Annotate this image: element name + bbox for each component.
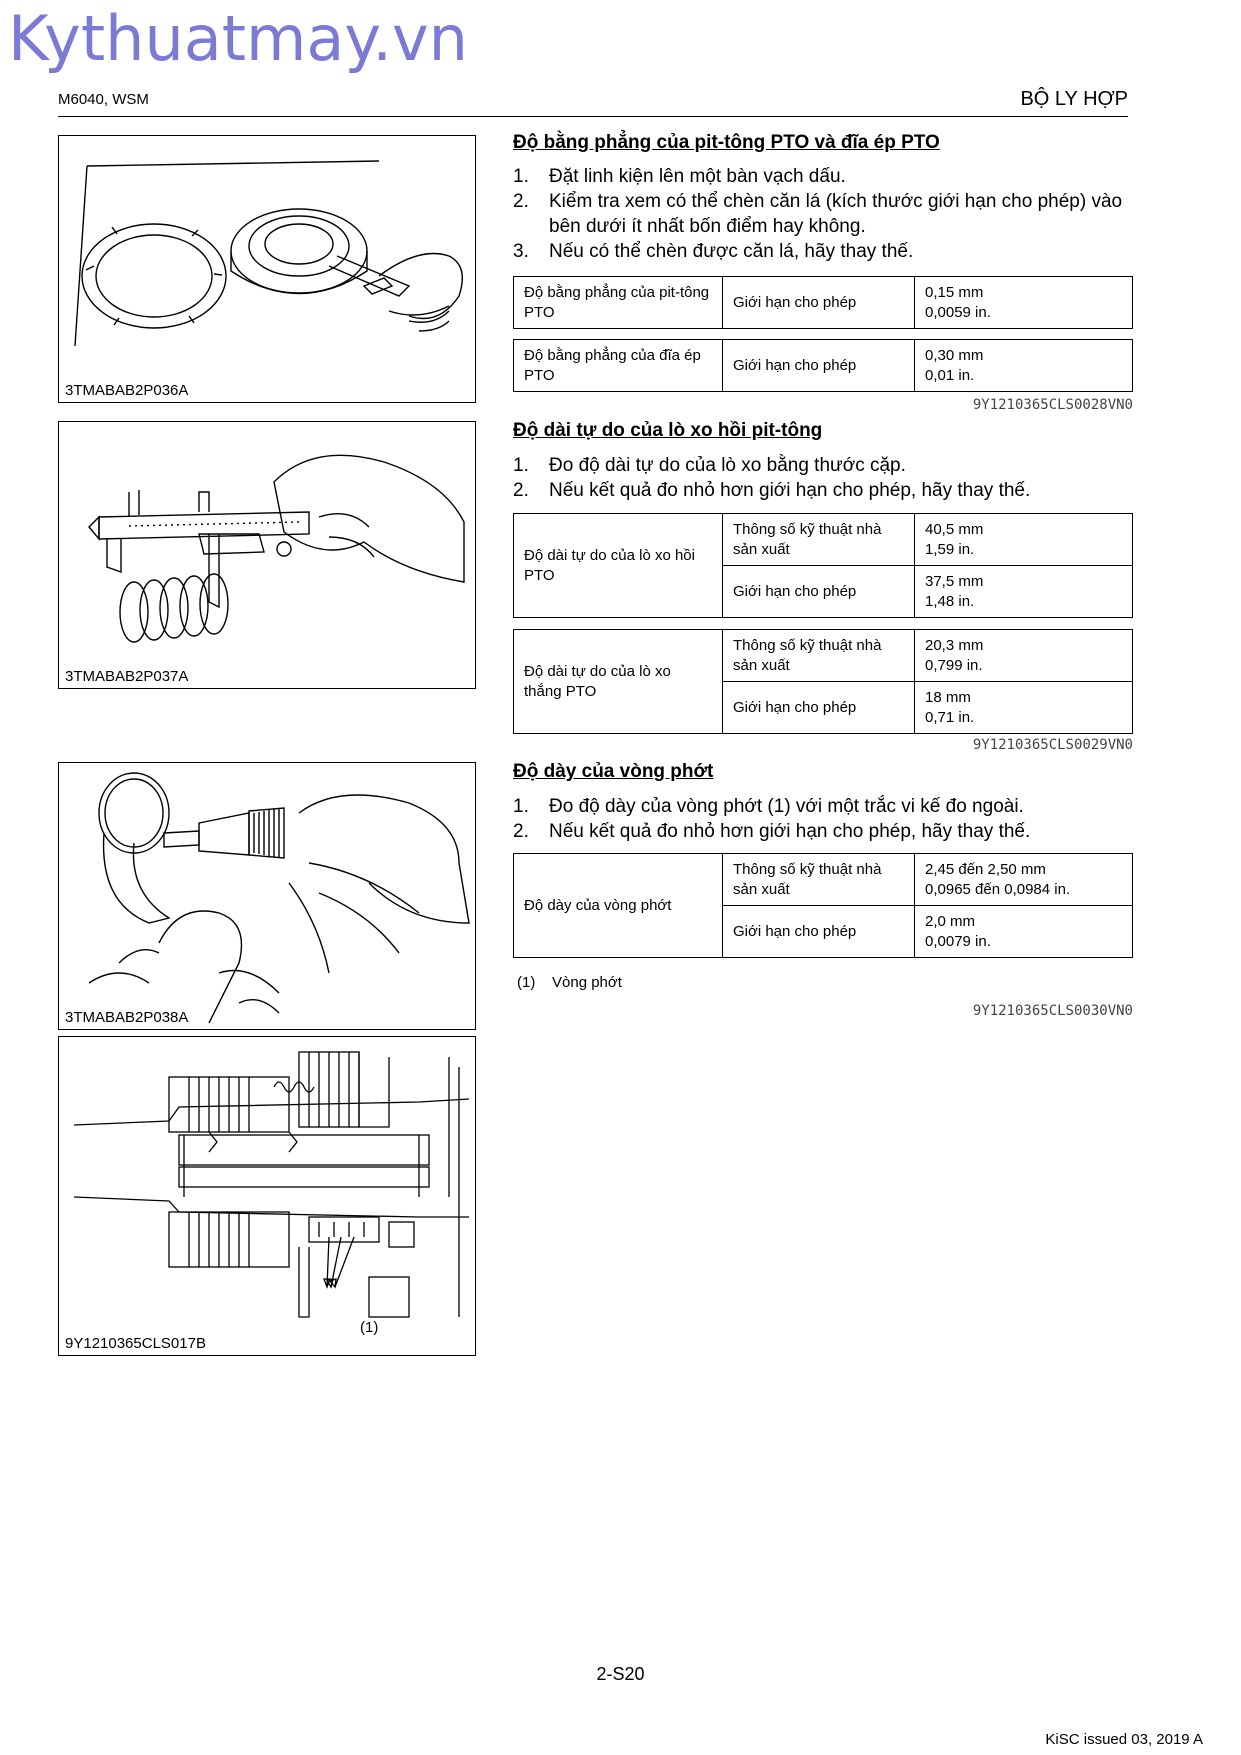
spec-label: Thông số kỹ thuật nhà sản xuất bbox=[723, 854, 915, 906]
reference-code: 9Y1210365CLS0030VN0 bbox=[972, 1003, 1133, 1019]
spec-table-seal-ring bbox=[513, 853, 1133, 958]
section1-steps bbox=[513, 164, 1143, 264]
spec-value: 0,15 mm 0,0059 in. bbox=[915, 277, 1133, 329]
spec-item: Độ dài tự do của lò xo hồi PTO bbox=[514, 514, 723, 618]
spec-value: 2,45 đến 2,50 mm 0,0965 đến 0,0984 in. bbox=[915, 854, 1133, 906]
figure-callout-1: (1) bbox=[360, 1319, 379, 1336]
header-chapter-title: BỘ LY HỢP bbox=[1020, 88, 1128, 110]
spec-item: Độ dài tự do của lò xo thắng PTO bbox=[514, 630, 723, 734]
legend-number: (1) bbox=[517, 974, 536, 991]
section-title-spring-length: Độ dài tự do của lò xo hồi pit-tông bbox=[513, 420, 823, 441]
figure-seal-ring-micrometer bbox=[58, 762, 476, 1030]
section-title-flatness: Độ bằng phẳng của pit-tông PTO và đĩa ép PTO bbox=[513, 132, 940, 153]
legend-note bbox=[517, 974, 622, 991]
page-number: 2-S20 bbox=[596, 1664, 645, 1684]
figure-spring-caliper bbox=[58, 421, 476, 689]
list-item: 3. Nếu có thể chèn được căn lá, hãy thay thế. bbox=[513, 241, 914, 262]
figure-caption: 3TMABAB2P038A bbox=[65, 1009, 189, 1026]
feeler-gauge-illustration bbox=[59, 136, 475, 402]
figure-clutch-cross-section bbox=[58, 1036, 476, 1356]
reference-code: 9Y1210365CLS0028VN0 bbox=[972, 397, 1133, 413]
list-item: 2. Nếu kết quả đo nhỏ hơn giới hạn cho phép, hãy thay thế. bbox=[513, 821, 1031, 842]
spec-value: 0,30 mm 0,01 in. bbox=[915, 340, 1133, 392]
spec-table-brake-spring bbox=[513, 629, 1133, 734]
spec-table-plate-flatness bbox=[513, 339, 1133, 392]
spec-label: Giới hạn cho phép bbox=[723, 682, 915, 734]
section2-steps bbox=[513, 453, 1143, 503]
spec-label: Giới hạn cho phép bbox=[723, 277, 915, 329]
micrometer-illustration bbox=[59, 763, 475, 1029]
spec-table-return-spring bbox=[513, 513, 1133, 618]
legend-text: Vòng phớt bbox=[552, 974, 622, 991]
spec-label: Giới hạn cho phép bbox=[723, 906, 915, 958]
figure-caption: 3TMABAB2P037A bbox=[65, 668, 189, 685]
issue-info: KiSC issued 03, 2019 A bbox=[1045, 1731, 1203, 1748]
figure-caption: 3TMABAB2P036A bbox=[65, 382, 189, 399]
list-item: 1. Đo độ dày của vòng phớt (1) với một trắc vi kế đo ngoài. bbox=[513, 796, 1024, 817]
spec-table-piston-flatness bbox=[513, 276, 1133, 329]
spec-label: Giới hạn cho phép bbox=[723, 340, 915, 392]
reference-code: 9Y1210365CLS0029VN0 bbox=[972, 737, 1133, 753]
spec-value: 2,0 mm 0,0079 in. bbox=[915, 906, 1133, 958]
cross-section-drawing bbox=[59, 1037, 475, 1355]
section3-steps bbox=[513, 794, 1143, 844]
figure-caption: 9Y1210365CLS017B bbox=[65, 1335, 206, 1352]
figure-piston-flatness bbox=[58, 135, 476, 403]
caliper-illustration bbox=[59, 422, 475, 688]
spec-value: 20,3 mm 0,799 in. bbox=[915, 630, 1133, 682]
list-item: 2. Kiểm tra xem có thể chèn căn lá (kích thước giới hạn cho phép) vào bên dưới ít nhất bốn điểm hay không. bbox=[513, 191, 1123, 237]
spec-item: Độ bằng phẳng của pit-tông PTO bbox=[514, 277, 723, 329]
watermark: Kythuatmay.vn bbox=[8, 2, 468, 75]
spec-item: Độ dày của vòng phớt bbox=[514, 854, 723, 958]
spec-label: Thông số kỹ thuật nhà sản xuất bbox=[723, 630, 915, 682]
spec-value: 37,5 mm 1,48 in. bbox=[915, 566, 1133, 618]
spec-item: Độ bằng phẳng của đĩa ép PTO bbox=[514, 340, 723, 392]
list-item: 1. Đặt linh kiện lên một bàn vạch dấu. bbox=[513, 166, 846, 187]
spec-value: 40,5 mm 1,59 in. bbox=[915, 514, 1133, 566]
spec-value: 18 mm 0,71 in. bbox=[915, 682, 1133, 734]
section-title-seal-thickness: Độ dày của vòng phớt bbox=[513, 761, 714, 782]
header-manual-code: M6040, WSM bbox=[58, 91, 149, 108]
spec-label: Giới hạn cho phép bbox=[723, 566, 915, 618]
list-item: 2. Nếu kết quả đo nhỏ hơn giới hạn cho phép, hãy thay thế. bbox=[513, 480, 1031, 501]
spec-label: Thông số kỹ thuật nhà sản xuất bbox=[723, 514, 915, 566]
list-item: 1. Đo độ dài tự do của lò xo bằng thước cặp. bbox=[513, 455, 906, 476]
header-rule bbox=[58, 116, 1128, 117]
